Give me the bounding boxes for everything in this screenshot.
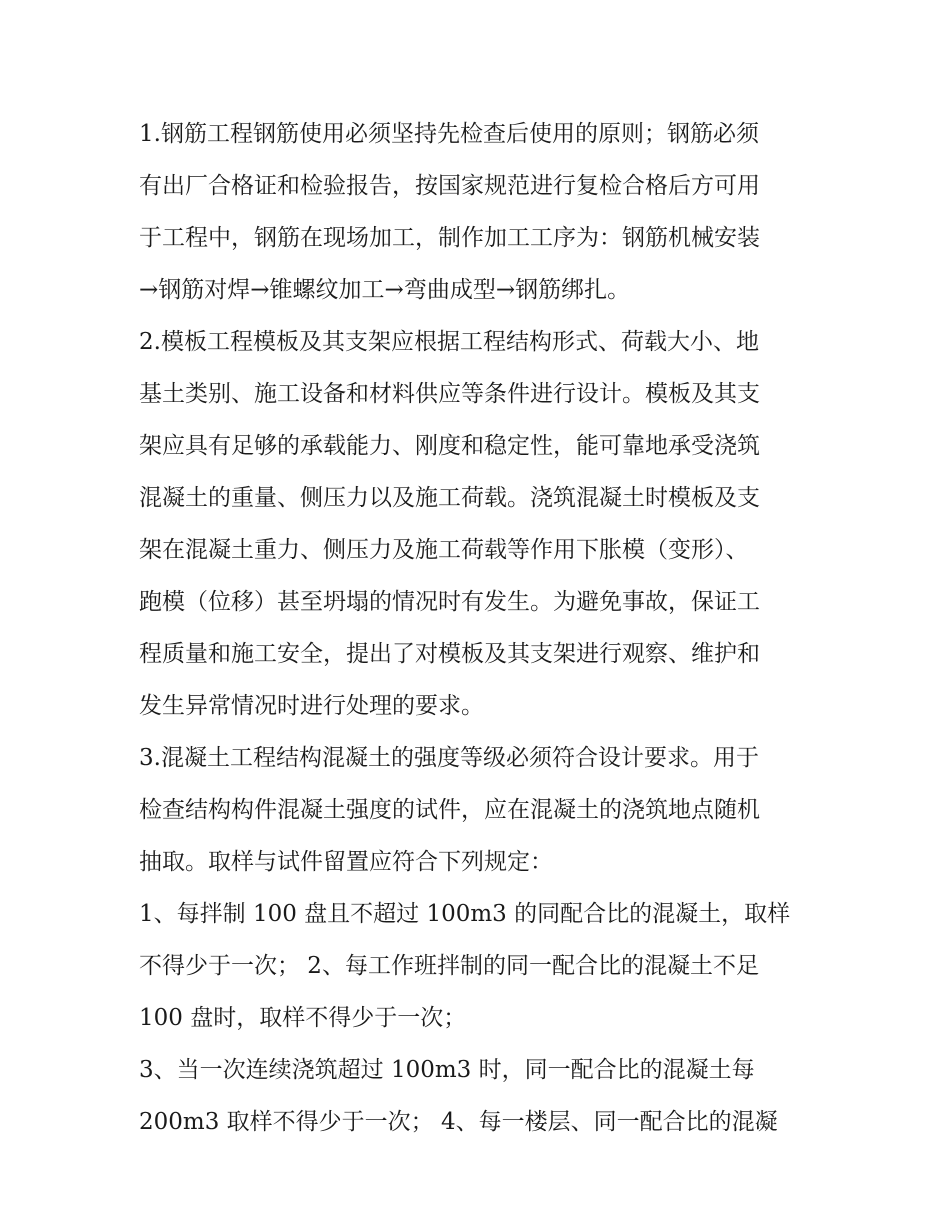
- text-line: 不得少于一次； 2、每工作班拌制的同一配合比的混凝土不足: [139, 953, 759, 979]
- text-line: 有出厂合格证和检验报告，按国家规范进行复检合格后方可用: [139, 173, 760, 199]
- text-line: 混凝土的重量、侧压力以及施工荷载。浇筑混凝土时模板及支: [139, 485, 760, 511]
- text-line: 基土类别、施工设备和材料供应等条件进行设计。模板及其支: [139, 381, 760, 407]
- text-line: 3、当一次连续浇筑超过 100m3 时，同一配合比的混凝土每: [139, 1057, 755, 1083]
- text-line: 检查结构构件混凝土强度的试件，应在混凝土的浇筑地点随机: [139, 797, 760, 823]
- text-line: 1、每拌制 100 盘且不超过 100m3 的同配合比的混凝土，取样: [139, 901, 791, 927]
- text-line: 跑模（位移）甚至坍塌的情况时有发生。为避免事故，保证工: [139, 589, 760, 615]
- text-line: 200m3 取样不得少于一次； 4、每一楼层、同一配合比的混凝: [139, 1109, 778, 1135]
- text-line: 1.钢筋工程钢筋使用必须坚持先检查后使用的原则；钢筋必须: [139, 121, 759, 147]
- text-line: 抽取。取样与试件留置应符合下列规定：: [139, 849, 553, 875]
- text-line: 架应具有足够的承载能力、刚度和稳定性，能可靠地承受浇筑: [139, 433, 760, 459]
- text-line: 100 盘时，取样不得少于一次；: [139, 1005, 467, 1031]
- text-line: →钢筋对焊→锥螺纹加工→弯曲成型→钢筋绑扎。: [139, 277, 631, 303]
- text-line: 3.混凝土工程结构混凝土的强度等级必须符合设计要求。用于: [139, 745, 759, 771]
- text-line: 架在混凝土重力、侧压力及施工荷载等作用下胀模（变形）、: [139, 537, 749, 563]
- text-line: 发生异常情况时进行处理的要求。: [139, 693, 484, 719]
- body-text: [139, 108, 819, 1148]
- text-line: 于工程中，钢筋在现场加工，制作加工工序为：钢筋机械安装: [139, 225, 760, 251]
- text-line: 2.模板工程模板及其支架应根据工程结构形式、荷载大小、地: [139, 329, 759, 355]
- text-line: 程质量和施工安全，提出了对模板及其支架进行观察、维护和: [139, 641, 760, 667]
